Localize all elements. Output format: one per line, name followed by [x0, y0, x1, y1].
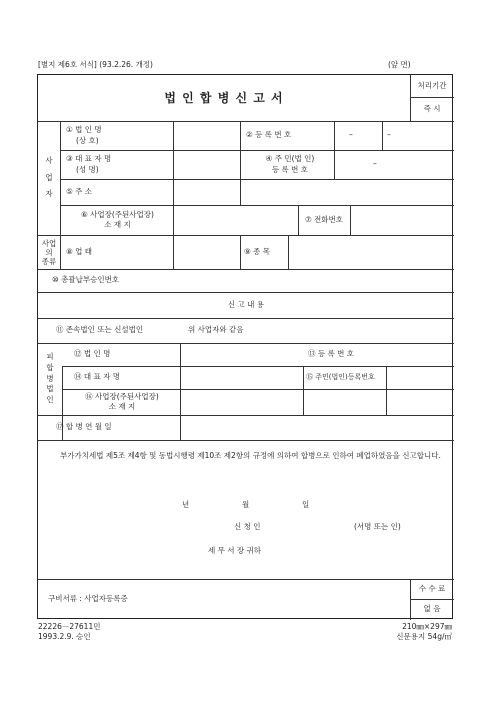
business-item-field[interactable]	[289, 236, 453, 268]
surviving-corp-value: 위 사업자와 같음	[188, 325, 244, 335]
business-item-label: ⑨ 종 목	[244, 246, 270, 256]
biz-location-label: ⑥ 사업장(주된사업장) 소 재 지	[81, 209, 154, 229]
declaration-statement: 부가가치세법 제5조 제4항 및 동법시행령 제10조 제2항의 규정에 의하여 합병으로 인하여 폐업하였음을 신고합니다.	[60, 451, 441, 460]
resident-no-label: ④ 주 민(법 인) 등 록 번 호	[265, 154, 315, 174]
fee-label: 수 수 료	[418, 583, 446, 593]
corp-name-label: ① 법 인 명 (상 호)	[66, 125, 102, 145]
merged-biz-location-label: ⑯ 사업장(주된사업장) 소 재 지	[85, 391, 159, 411]
fee-value: 없 음	[423, 604, 441, 614]
reg-no-dash-1: –	[349, 130, 353, 139]
applicant-section-label: 사 업 자	[45, 156, 53, 199]
merged-resident-no-field[interactable]	[387, 367, 453, 388]
applicant-sign-label: 신 청 인	[234, 522, 261, 531]
processing-period-label: 처리기간	[417, 80, 447, 90]
merger-report-form	[37, 74, 453, 619]
biz-location-field[interactable]	[174, 206, 297, 234]
phone-label: ⑦ 전화번호	[304, 214, 344, 224]
merged-biz-location-field[interactable]	[181, 390, 453, 414]
merged-reg-no-label: ⑬ 등 록 번 호	[308, 349, 355, 359]
business-category-field[interactable]	[174, 236, 239, 268]
rep-name-field[interactable]	[174, 151, 239, 178]
address-field[interactable]	[174, 180, 453, 204]
merge-date-field[interactable]	[181, 416, 453, 439]
business-category-label: ⑧ 업 태	[66, 246, 92, 256]
merge-date-label: ⑰ 합 병 연 월 일	[56, 422, 112, 432]
date-day-label: 일	[302, 500, 310, 509]
merged-corp-section-label: 피 합 병 법 인	[46, 351, 54, 405]
resident-no-dash: –	[373, 159, 377, 168]
business-type-section-label: 사업 의 종류	[41, 238, 57, 266]
reg-no-dash-2: –	[387, 130, 391, 139]
signature-or-seal: (서명 또는 인)	[354, 522, 401, 531]
processing-period-value: 즉 시	[423, 103, 441, 113]
merged-resident-no-label: ⑮ 주민(법인)등록번호	[306, 372, 375, 381]
phone-field[interactable]	[351, 206, 453, 234]
rep-name-label: ③ 대 표 자 명 (성 명)	[66, 154, 112, 174]
merged-reg-no-field[interactable]	[387, 344, 453, 365]
footer-paper-size: 210㎜×297㎜	[402, 622, 452, 631]
address-label: ⑤ 주 소	[66, 186, 92, 196]
corp-name-field[interactable]	[174, 122, 239, 149]
date-year-label: 년	[182, 500, 190, 509]
merged-rep-name-label: ⑭ 대 표 자 명	[74, 372, 121, 382]
tax-office-addressee: 세 무 서 장 귀하	[208, 546, 262, 555]
reg-no-label: ② 등 록 번 호	[246, 130, 292, 140]
date-month-label: 월	[242, 500, 250, 509]
form-reference: [별지 제6호 서식] (93.2.26. 개정)	[38, 60, 153, 69]
report-content-header: 신 고 내 용	[227, 299, 265, 309]
footer-code: 22226－27611민	[38, 622, 101, 631]
form-title: 법 인 합 병 신 고 서	[164, 90, 284, 105]
footer-approval: 1993.2.9. 승인	[38, 632, 91, 641]
reg-no-field[interactable]	[335, 122, 453, 149]
required-documents: 구비서류 : 사업자등록증	[48, 594, 128, 604]
consolidated-tax-no-label: ⑩ 총괄납부승인번호	[52, 275, 120, 285]
surviving-corp-label: ⑪ 존속법인 또는 신설법인	[56, 325, 144, 335]
merged-corp-name-label: ⑫ 법 인 명	[74, 349, 111, 359]
footer-paper-type: 신문용지 54g/㎡	[396, 632, 452, 641]
resident-no-field[interactable]	[335, 151, 453, 178]
merged-corp-name-field[interactable]	[181, 344, 302, 365]
merged-rep-name-field[interactable]	[181, 367, 302, 388]
page-side-label: (앞 면)	[388, 60, 411, 69]
